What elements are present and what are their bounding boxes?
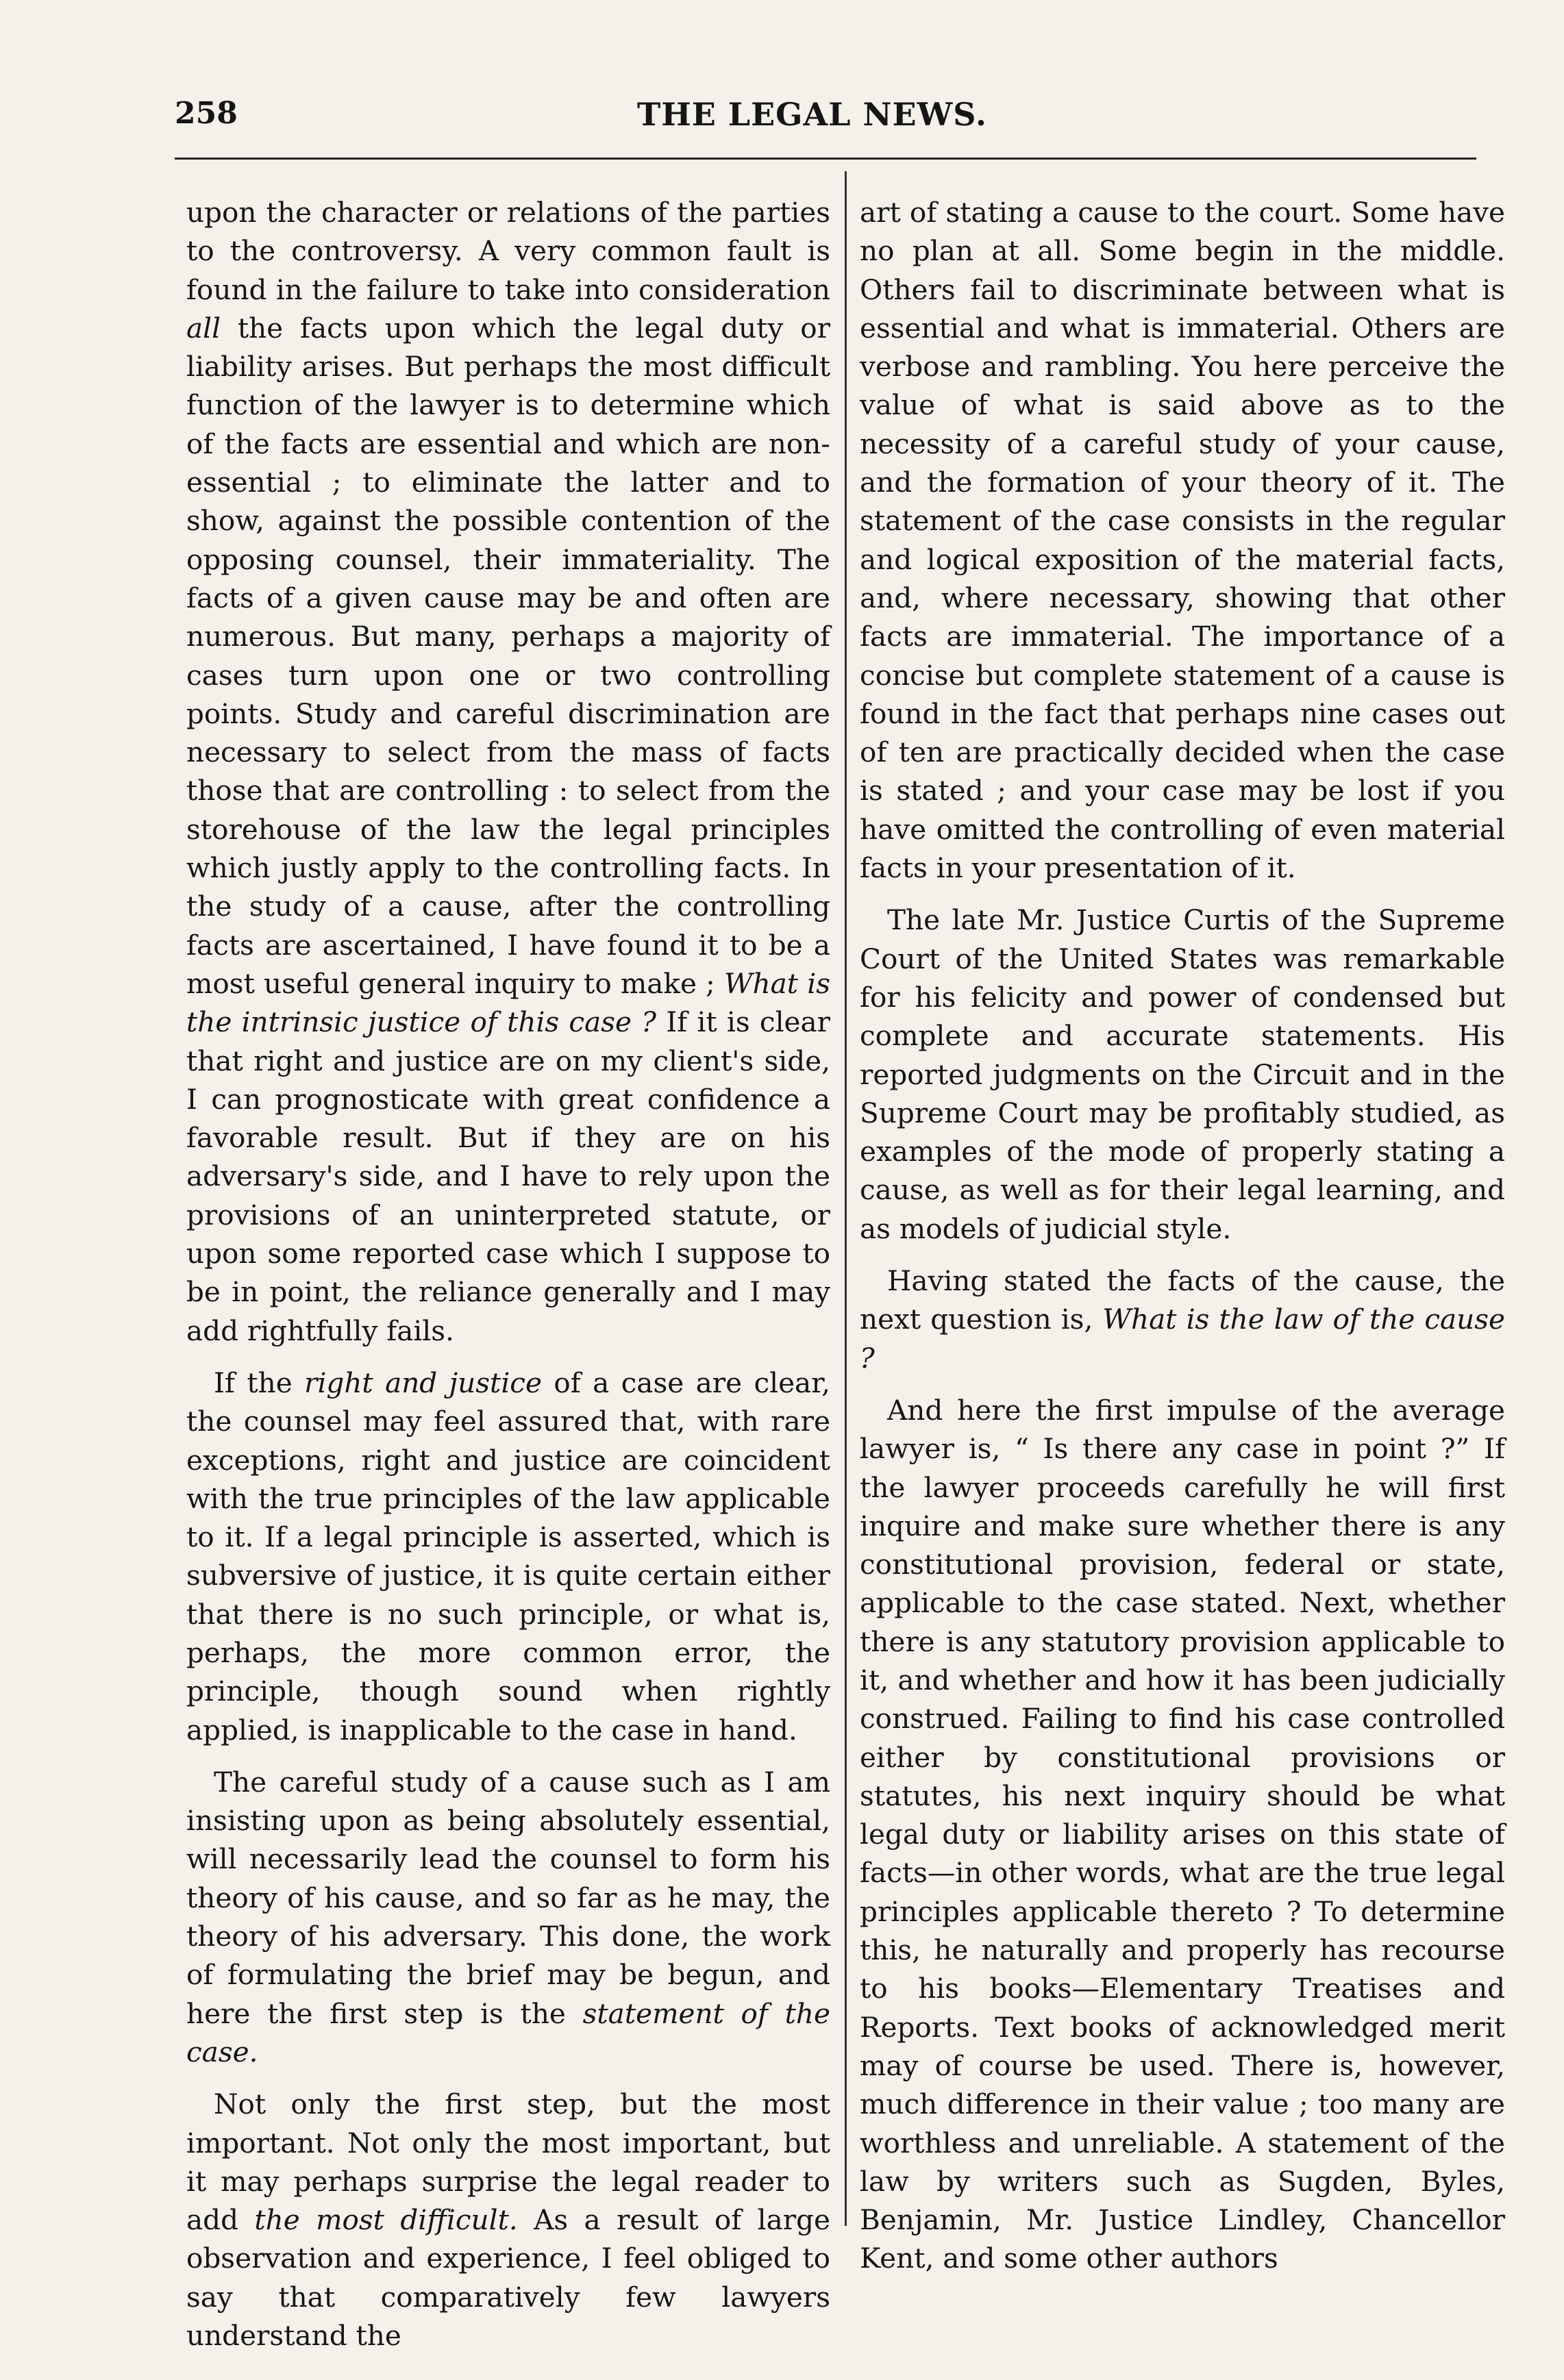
header-rule bbox=[175, 158, 1476, 160]
page-number: 258 bbox=[175, 96, 238, 131]
column-divider bbox=[845, 171, 847, 2226]
paragraph: The careful study of a cause such as I am insisting upon as being absolutely essential, will necessarily lead the counsel to form his theory of his cause, and so far as he may, the theory of his adversary. This done, the work of formulating the brief may be begun, and here the first step is the statement of the case. bbox=[186, 1765, 830, 2068]
paragraph: Not only the first step, but the most important. Not only the most important, but it may perhaps surprise the legal reader to add the most difficult. As a result of large observation and experience, I feel obliged to say that comparatively few lawyers understand the bbox=[186, 2088, 830, 2353]
paragraph: upon the character or relations of the parties to the controversy. A very common fault is found in the failure to take into consideration all the facts upon which the legal duty or liability arises. But perhaps the most difficult function of the lawyer is to determine which of the facts are essential and which are non-essential ; to eliminate the latter and to show, against the possible contention of the opposing counsel, their immateriality. The facts of a given cause may be and often are numerous. But many, perhaps a majority of cases turn upon one or two controlling points. Study and careful discrimination are necessary to select from the mass of facts those that are controlling : to select from the storehouse of the law the legal principles which justly apply to the controlling facts. In the study of a cause, after the controlling facts are ascertained, I have found it to be a most useful general inquiry to make ; What is the intrinsic justice of this case ? If it is clear that right and justice are on my client's side, I can prognosticate with great confidence a favorable result. But if they are on his adversary's side, and I have to rely upon the provisions of an uninterpreted statute, or upon some reported case which I suppose to be in point, the reliance generally and I may add rightfully fails. bbox=[186, 196, 830, 1347]
running-title: THE LEGAL NEWS. bbox=[637, 96, 987, 133]
paragraph: The late Mr. Justice Curtis of the Supreme Court of the United States was remarkable for his felicity and power of condensed but complete and accurate statements. His reported judgments on the Circuit and in the Supreme Court may be profitably studied, as examples of the mode of properly stating a cause, as well as for their legal learning, and as models of judicial style. bbox=[860, 903, 1505, 1245]
paragraph: And here the first impulse of the average lawyer is, “ Is there any case in point ?” If the lawyer proceeds carefully he will first inquire and make sure whether there is any constitutional provision, federal or state, applicable to the case stated. Next, whether there is any statutory provision applicable to it, and whether and how it has been judicially construed. Failing to find his case controlled either by constitutional provisions or statutes, his next inquiry should be what legal duty or liability arises on this state of facts—in other words, what are the true legal principles applicable thereto ? To determine this, he naturally and properly has recourse to his books—Elementary Treatises and Reports. Text books of acknowledged merit may of course be used. There is, however, much difference in their value ; too many are worthless and unreliable. A statement of the law by writers such as Sugden, Byles, Benjamin, Mr. Justice Lindley, Chancellor Kent, and some other authors bbox=[860, 1393, 1505, 2275]
paragraph: If the right and justice of a case are clear, the counsel may feel assured that, with rare exceptions, right and justice are coincident with the true principles of the law applicable to it. If a legal principle is asserted, which is subversive of justice, it is quite certain either that there is no such principle, or what is, perhaps, the more common error, the principle, though sound when rightly applied, is inapplicable to the case in hand. bbox=[186, 1366, 830, 1746]
left-column bbox=[186, 193, 830, 2355]
paragraph: art of stating a cause to the court. Some have no plan at all. Some begin in the middle. Others fail to discriminate between what is essential and what is immaterial. Others are verbose and rambling. You here perceive the value of what is said above as to the necessity of a careful study of your cause, and the formation of your theory of it. The statement of the case consists in the regular and logical exposition of the material facts, and, where necessary, showing that other facts are immaterial. The importance of a concise but complete statement of a cause is found in the fact that perhaps nine cases out of ten are practically decided when the case is stated ; and your case may be lost if you have omitted the controlling of even material facts in your presentation of it. bbox=[860, 196, 1505, 885]
page-header bbox=[0, 0, 1564, 144]
right-column bbox=[860, 193, 1505, 2278]
paragraph: Having stated the facts of the cause, the next question is, What is the law of the cause ? bbox=[860, 1264, 1505, 1375]
